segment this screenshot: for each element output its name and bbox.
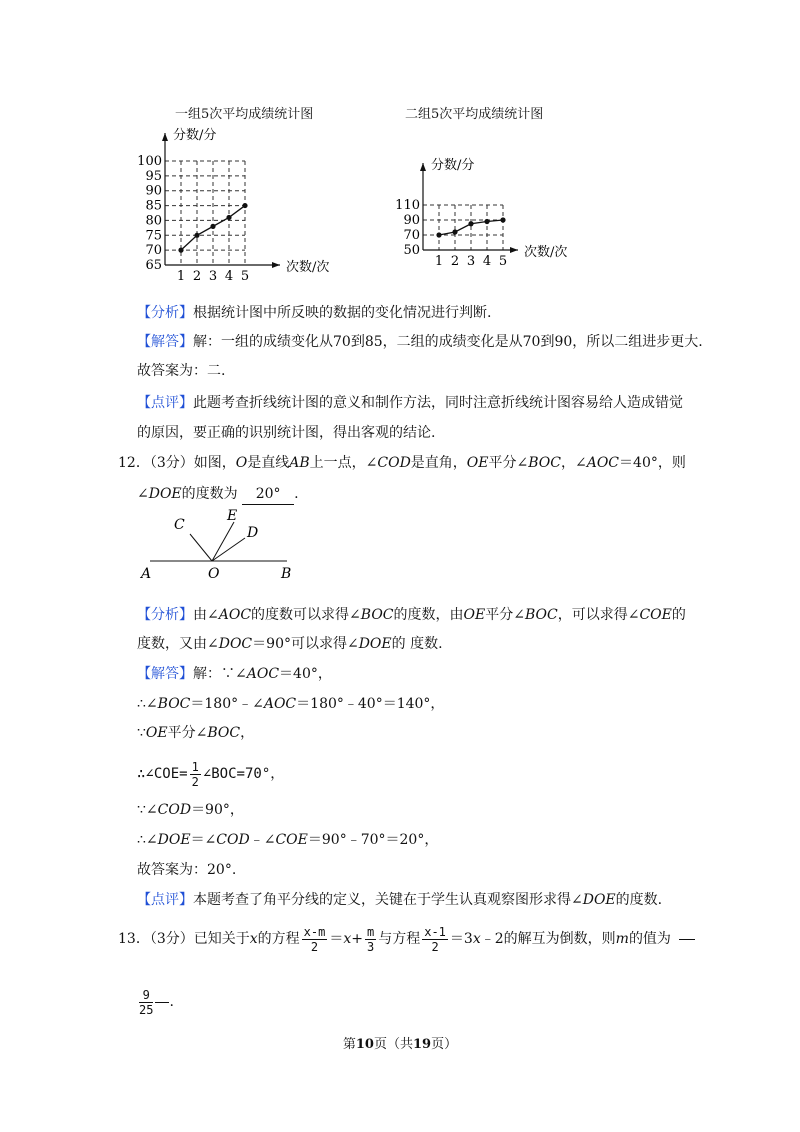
y-tick-label: 70 <box>403 228 420 243</box>
fraction-numerator: x-m <box>303 924 326 939</box>
q12-answer-blank: 20° <box>242 484 294 505</box>
q12-solution-text: ＝40°， <box>279 666 332 682</box>
y-axis-label: 分数/分 <box>431 158 475 173</box>
q12-analysis-text: AOC <box>218 607 252 623</box>
fraction-denominator: 2 <box>431 939 439 954</box>
q12-text: （3分）如图， <box>149 455 236 471</box>
q12-solution-2 <box>137 694 444 714</box>
data-point <box>242 203 247 208</box>
chart2-title: 二组5次平均成绩统计图 <box>405 107 544 122</box>
comment-tag: 【点评】 <box>137 892 193 908</box>
q12-text: 是直角， <box>410 455 467 471</box>
x-tick-label: 5 <box>498 254 508 269</box>
q12-text: AB <box>289 455 310 471</box>
q12-solution-4 <box>137 758 284 790</box>
data-point <box>484 219 489 224</box>
q12-stem <box>118 453 686 473</box>
x-tick-label: 3 <box>466 254 476 269</box>
q13-answer-underline <box>155 1001 169 1003</box>
label-a: A <box>141 566 152 582</box>
ray-oe <box>212 522 234 561</box>
q13-text: x <box>249 931 258 947</box>
q12-solution-text: ∠BOC=70° <box>202 766 271 782</box>
q12-analysis-text: BOC <box>360 607 394 623</box>
q12-comment-text: 的度数. <box>615 892 663 908</box>
q12-number: 12． <box>118 455 150 471</box>
q12-solution-text: DOE <box>157 832 191 848</box>
footer-total-pages: 19 <box>413 1037 432 1052</box>
q12-analysis-text: OE <box>463 607 486 623</box>
y-axis-arrow <box>162 133 168 141</box>
q12-analysis-text: 的 <box>671 607 686 623</box>
fraction-numerator: 1 <box>191 759 199 774</box>
q12-solution-6 <box>137 830 438 850</box>
q12-analysis-text: ＝90°可以求得∠ <box>252 636 359 652</box>
fraction-half <box>190 760 201 789</box>
fraction-numerator: m <box>366 924 375 939</box>
q12-solution-text: ∴∠COE= <box>137 766 188 782</box>
q13-text: 的值为 <box>628 931 671 947</box>
ray-oc <box>190 534 212 561</box>
ray-od <box>212 538 245 561</box>
q12-text: ∠ <box>137 486 149 502</box>
x-axis-arrow <box>272 262 280 268</box>
q12-solution-text: ∴∠ <box>137 696 158 712</box>
q12-analysis-text: 的度数可以求得∠ <box>251 607 361 623</box>
q12-solution-text: ， <box>240 725 255 741</box>
q12-text: ＝40°，则 <box>619 455 686 471</box>
q13-text: + <box>351 931 363 947</box>
q13-text: ＝3 <box>449 931 473 947</box>
q12-solution-text: ＝90°﹣70°＝20°， <box>307 832 439 848</box>
q12-solution-text: COE <box>275 832 308 848</box>
q12-text: ，∠ <box>560 455 587 471</box>
x-axis-label: 次数/次 <box>524 245 568 260</box>
x-tick-label: 4 <box>224 269 234 284</box>
chart1-plot <box>137 127 329 284</box>
q11-final: 故答案为：二. <box>137 363 226 379</box>
page-footer <box>0 1033 800 1052</box>
q12-analysis <box>137 605 686 625</box>
q13-text: m <box>615 931 629 947</box>
y-axis-arrow <box>420 163 426 171</box>
q12-analysis-text: 度数，又由∠ <box>137 636 219 652</box>
fraction-x-minus-m <box>302 925 328 954</box>
fraction-denominator: 3 <box>366 939 375 954</box>
q12-comment-text: DOE <box>582 892 616 908</box>
y-tick-label: 90 <box>145 183 162 199</box>
data-point <box>468 221 473 226</box>
q12-solution-text: ＝∠ <box>190 832 217 848</box>
label-c: C <box>174 517 185 533</box>
q12-solution-text: ＝180°﹣40°＝140°， <box>296 696 445 712</box>
label-d: D <box>247 525 259 541</box>
q12-analysis-text: ，可以求得∠ <box>557 607 640 623</box>
q12-solution-text: ∵∠ <box>137 802 158 818</box>
q12-solution-text: COD <box>216 832 250 848</box>
q12-text: 上一点，∠ <box>309 455 378 471</box>
q12-stem-line2 <box>137 484 299 505</box>
q12-solution-text: OE <box>145 725 168 741</box>
q13-answer-blank-start <box>679 938 695 940</box>
data-point <box>452 229 457 234</box>
fraction-denominator: 2 <box>310 939 319 954</box>
q11-comment <box>137 393 683 413</box>
y-tick-label: 95 <box>145 168 162 184</box>
q12-solution-text: 平分∠ <box>167 725 208 741</box>
analysis-text: 根据统计图中所反映的数据的变化情况进行判断. <box>193 305 492 321</box>
fraction-numerator: 9 <box>139 988 153 1003</box>
data-point <box>194 233 199 238</box>
q12-analysis-text: DOE <box>358 636 392 652</box>
q12-final: 故答案为：20°. <box>137 862 237 878</box>
data-point <box>178 248 183 253</box>
q12-analysis-text: 的 度数. <box>391 636 443 652</box>
angle-figure <box>135 505 310 585</box>
q12-solution-text: ∴∠ <box>137 832 158 848</box>
fraction-m-over-3 <box>365 925 376 954</box>
q12-solution-text: BOC <box>157 696 191 712</box>
q12-solution-text: 解：∵∠ <box>193 666 247 682</box>
q12-text: . <box>294 486 299 502</box>
label-b: B <box>281 566 292 582</box>
q12-solution-text: BOC <box>207 725 241 741</box>
analysis-tag: 【分析】 <box>137 607 193 623</box>
chart2-plot <box>395 157 567 269</box>
q13-text: ＝ <box>329 931 344 947</box>
q11-analysis <box>137 303 491 323</box>
y-tick-label: 50 <box>403 243 420 258</box>
footer-page-number: 10 <box>355 1037 374 1052</box>
y-tick-label: 70 <box>145 243 162 259</box>
footer-text: 第 <box>342 1037 356 1052</box>
q13-text: ﹣2的解互为倒数，则 <box>480 931 616 947</box>
y-tick-label: 65 <box>145 258 162 273</box>
q12-text: COD <box>377 455 411 471</box>
q12-text: 的度数为 <box>181 486 238 502</box>
label-o: O <box>208 566 220 582</box>
x-tick-label: 2 <box>450 254 460 269</box>
comment-text: 此题考查折线统计图的意义和制作方法，同时注意折线统计图容易给人造成错觉 <box>193 395 683 411</box>
q12-analysis-text: COE <box>639 607 672 623</box>
q12-comment <box>137 890 662 910</box>
q12-solution-text: ， <box>270 766 285 782</box>
q13-text: . <box>169 994 174 1010</box>
fraction-numerator: x-1 <box>424 924 446 939</box>
q12-text: 平分∠ <box>488 455 529 471</box>
label-e: E <box>227 508 238 524</box>
y-tick-label: 110 <box>395 198 420 213</box>
q12-analysis-text: DOC <box>218 636 253 652</box>
comment-tag: 【点评】 <box>137 395 193 411</box>
fraction-denominator: 25 <box>139 1002 154 1017</box>
q13-text: x <box>472 931 481 947</box>
q12-solution-5 <box>137 800 244 820</box>
q12-analysis-text: 由∠ <box>193 607 219 623</box>
q12-analysis-text: BOC <box>524 607 558 623</box>
footer-text: 页（共 <box>373 1037 413 1052</box>
y-tick-label: 100 <box>137 154 162 169</box>
fraction-x-minus-1 <box>422 925 448 954</box>
q12-text: O <box>235 455 248 471</box>
q11-comment-cont: 的原因，要正确的识别统计图，得出客观的结论. <box>137 425 436 441</box>
data-point <box>210 224 215 229</box>
y-tick-label: 90 <box>403 213 420 228</box>
chart1-svg <box>130 125 360 284</box>
fraction-answer <box>139 988 153 1017</box>
q12-solution-3 <box>137 723 254 743</box>
x-axis-label: 次数/次 <box>286 260 330 275</box>
q12-analysis-text: 平分∠ <box>485 607 525 623</box>
q13-text: 的方程 <box>257 931 300 947</box>
x-tick-label: 4 <box>482 254 492 269</box>
x-tick-label: 5 <box>240 269 250 284</box>
q12-solution-1 <box>137 664 332 684</box>
q12-solution-text: ∵ <box>137 725 146 741</box>
x-tick-label: 1 <box>434 254 444 269</box>
data-point <box>226 215 231 220</box>
q12-text: BOC <box>528 455 561 471</box>
solution-text: 解：一组的成绩变化从70到85，二组的成绩变化是从70到90，所以二组进步更大. <box>193 334 703 350</box>
q12-solution-text: ＝180°﹣∠ <box>190 696 264 712</box>
q12-text: OE <box>466 455 489 471</box>
q12-analysis-text: 的度数，由 <box>393 607 464 623</box>
q11-solution <box>137 332 703 352</box>
q12-comment-text: 本题考查了角平分线的定义，关键在于学生认真观察图形求得∠ <box>193 892 583 908</box>
fraction-denominator: 2 <box>191 774 199 789</box>
x-tick-label: 2 <box>192 269 202 284</box>
y-tick-label: 75 <box>145 228 162 244</box>
solution-tag: 【解答】 <box>137 666 193 682</box>
x-axis-arrow <box>510 247 518 253</box>
q13-answer <box>137 985 174 1019</box>
q12-text: AOC <box>586 455 620 471</box>
q13-text: x <box>343 931 352 947</box>
q13-stem <box>118 922 695 956</box>
q12-analysis-cont <box>137 634 443 654</box>
q12-solution-text: AOC <box>263 696 297 712</box>
x-tick-label: 1 <box>176 269 186 284</box>
q12-text: 是直线 <box>247 455 290 471</box>
y-axis-label: 分数/分 <box>173 128 217 143</box>
q12-solution-text: AOC <box>246 666 280 682</box>
q12-solution-text: ＝90°， <box>191 802 244 818</box>
data-point <box>500 217 505 222</box>
data-point <box>436 232 441 237</box>
footer-text: 页） <box>431 1037 458 1052</box>
analysis-tag: 【分析】 <box>137 305 193 321</box>
solution-tag: 【解答】 <box>137 334 193 350</box>
q12-solution-text: COD <box>157 802 192 818</box>
chart2-svg <box>390 155 600 269</box>
q13-number: 13． <box>118 931 150 947</box>
x-tick-label: 3 <box>208 269 218 284</box>
q12-solution-text: ﹣∠ <box>249 832 276 848</box>
q12-text: DOE <box>148 486 182 502</box>
y-tick-label: 80 <box>145 213 162 229</box>
chart1-title: 一组5次平均成绩统计图 <box>175 107 314 122</box>
y-tick-label: 85 <box>145 198 162 214</box>
q13-text: （3分）已知关于 <box>149 931 250 947</box>
q13-text: 与方程 <box>378 931 421 947</box>
